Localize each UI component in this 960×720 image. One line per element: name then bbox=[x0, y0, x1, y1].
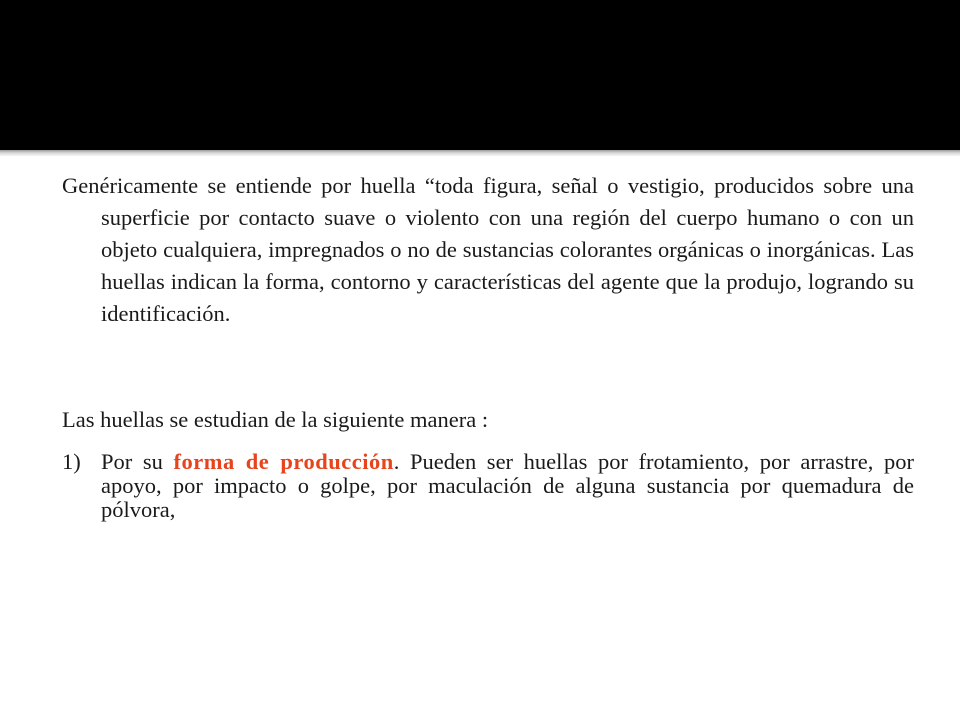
list-item-prefix: Por su bbox=[101, 449, 174, 474]
study-list bbox=[62, 450, 914, 522]
emphasis-text: forma de producción bbox=[173, 449, 394, 474]
slide-body bbox=[62, 170, 914, 522]
title-divider bbox=[0, 150, 960, 156]
title-band bbox=[0, 0, 960, 150]
list-item-text bbox=[101, 450, 914, 522]
list-marker: 1) bbox=[62, 449, 81, 474]
lead-text: Las huellas se estudian de la siguiente manera : bbox=[62, 407, 489, 432]
list-item-suffix: . Pueden ser huellas por frotamiento, por arrastre, por apoyo, por impacto o golpe, por maculación de alguna sustancia por quemadura de pólvora, bbox=[101, 449, 914, 522]
intro-paragraph: Genéricamente se entiende por huella “toda figura, señal o vestigio, producidos sobre una superficie por contacto suave o violento con una región del cuerpo humano o con un objeto cualquiera, impregnados o no de sustancias colorantes orgánicas o inorgánicas. Las huellas indican la forma, contorno y características del agente que la produjo, logrando su identificación. bbox=[62, 173, 914, 326]
list-item bbox=[62, 450, 914, 522]
